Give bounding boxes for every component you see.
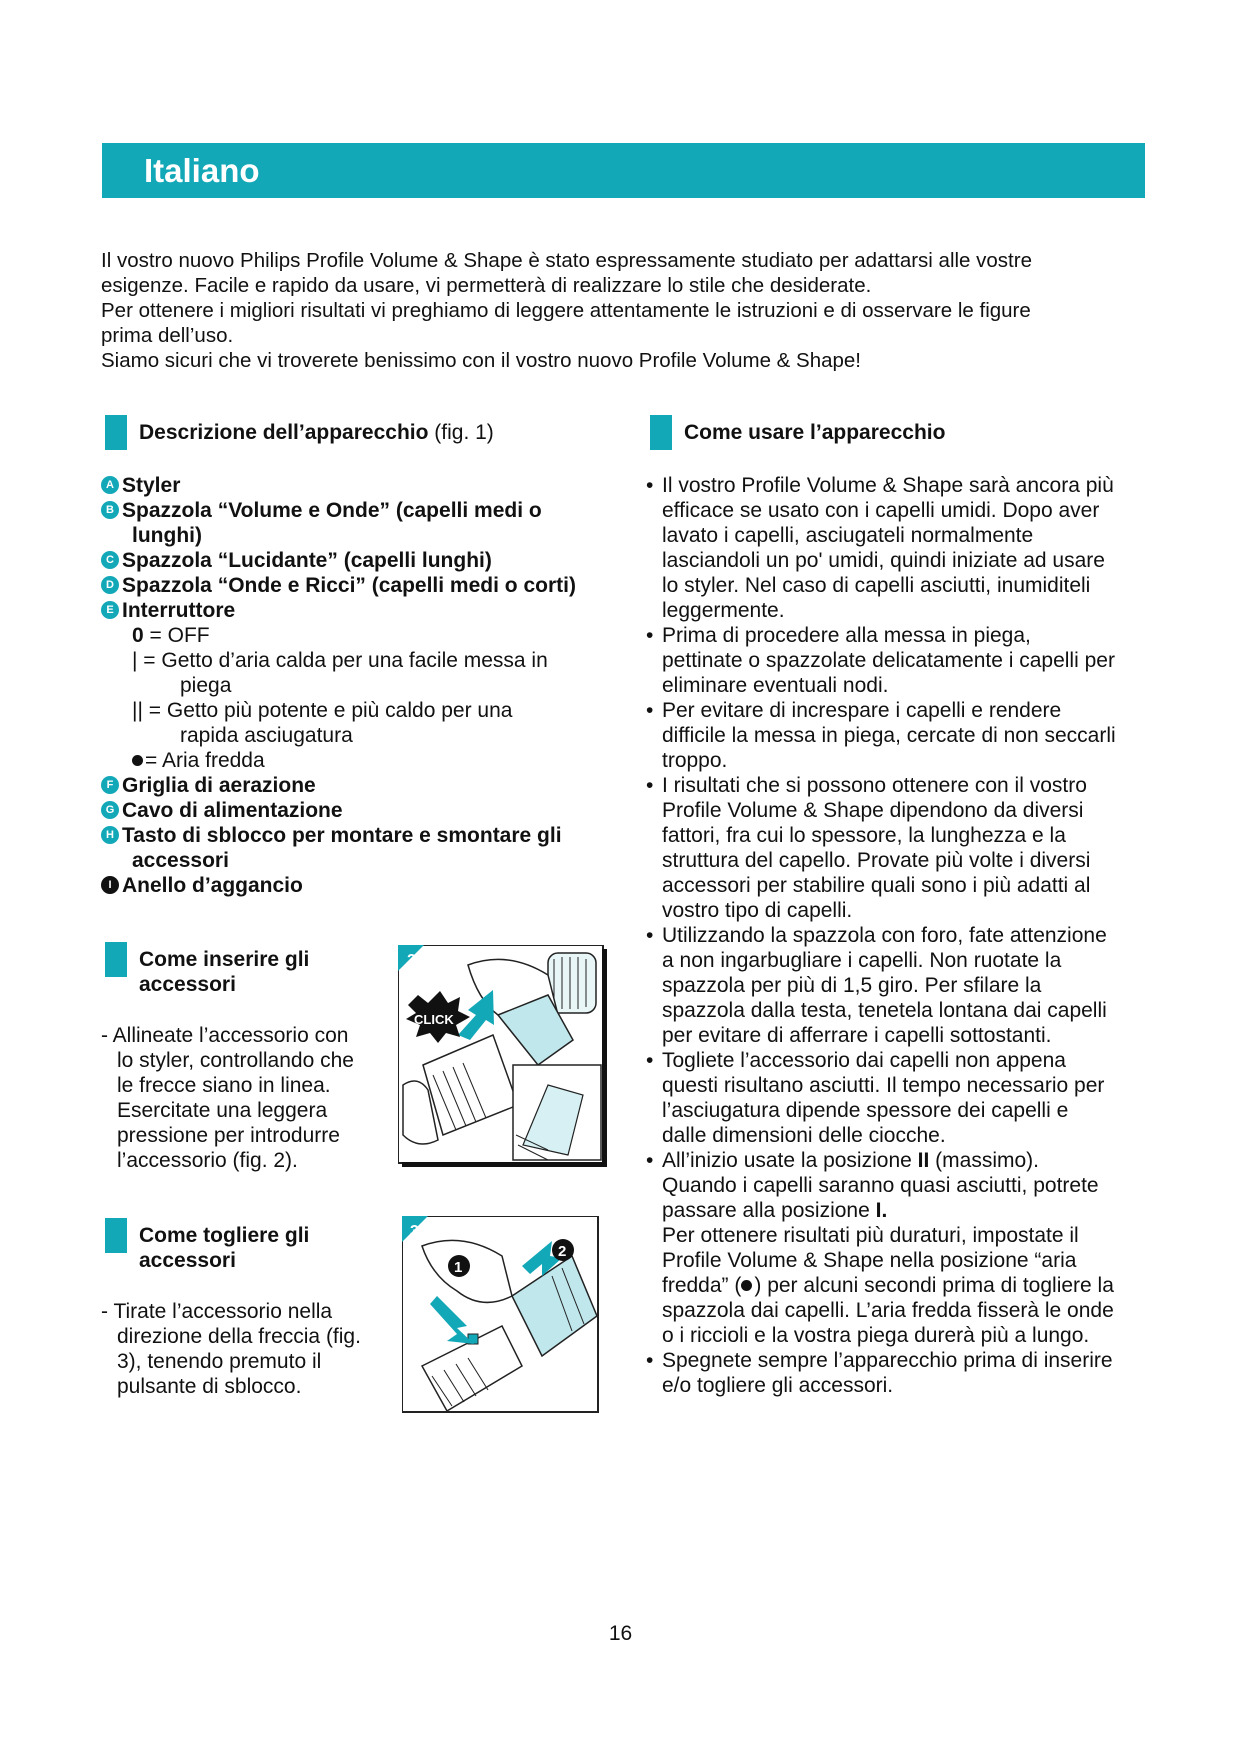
usage-line: a non ingarbugliare i capelli. Non ruotate la — [662, 949, 1062, 972]
setting-text: = Getto più potente e più caldo per una — [142, 699, 513, 722]
parts-item — [101, 573, 621, 598]
usage-line: lavato i capelli, asciugateli normalmente — [662, 524, 1034, 547]
insert-line: Esercitate una leggera — [117, 1099, 328, 1122]
cold-air-dot-icon — [741, 1280, 752, 1291]
remove-line: direzione della freccia (fig. — [117, 1325, 361, 1348]
usage-line: vostro tipo di capelli. — [662, 899, 853, 922]
parts-item — [101, 598, 621, 623]
section-marker — [105, 1218, 127, 1253]
usage-line: Profile Volume & Shape nella posizione “aria — [662, 1249, 1077, 1272]
usage-line: passare alla posizione — [662, 1199, 876, 1222]
part-label-cont: lunghi) — [132, 524, 202, 547]
insert-line: l’accessorio (fig. 2). — [117, 1149, 298, 1172]
figure-3-remove-accessory — [402, 1216, 602, 1416]
letter-f-badge: F — [101, 776, 119, 794]
letter-h-badge: H — [101, 826, 119, 844]
letter-a-badge: A — [101, 476, 119, 494]
usage-bold: II — [917, 1149, 930, 1172]
usage-bullet — [646, 698, 1146, 773]
section-marker — [105, 415, 127, 450]
description-title: Descrizione dell’apparecchio — [139, 421, 429, 444]
usage-line: dalle dimensioni delle ciocche. — [662, 1124, 946, 1147]
insert-heading — [105, 942, 309, 997]
usage-bullet — [646, 773, 1146, 923]
description-heading — [105, 415, 494, 450]
parts-item — [101, 873, 621, 898]
usage-bullet — [646, 1348, 1146, 1398]
usage-line: per evitare di afferrare i capelli sottostanti. — [662, 1024, 1052, 1047]
parts-item — [101, 773, 621, 798]
setting-text-cont: piega — [180, 674, 232, 697]
setting-key: || — [132, 699, 143, 722]
insert-line: pressione per introdurre — [117, 1124, 340, 1147]
usage-title: Come usare l’apparecchio — [684, 421, 946, 444]
usage-bullet — [646, 1048, 1146, 1148]
bullet-icon: • — [646, 624, 654, 647]
usage-line: Prima di procedere alla messa in piega, — [662, 624, 1031, 647]
figure-number: 2 — [407, 952, 416, 969]
cold-air-dot-icon — [132, 755, 143, 766]
language-banner — [102, 143, 1145, 198]
intro-line: Il vostro nuovo Philips Profile Volume & Shape è stato espressamente studiato per adattarsi alle vostre — [101, 249, 1032, 272]
insert-instructions — [101, 1023, 391, 1173]
usage-line: Il vostro Profile Volume & Shape sarà ancora più — [662, 474, 1114, 497]
usage-line: I risultati che si possono ottenere con il vostro — [662, 774, 1087, 797]
usage-line: efficace se usato con i capelli umidi. Dopo aver — [662, 499, 1100, 522]
intro-line: prima dell’uso. — [101, 324, 234, 347]
usage-line: spazzola dalla testa, tenetela lontana dai capelli — [662, 999, 1107, 1022]
bullet-icon: • — [646, 924, 654, 947]
usage-line: questi risultano asciutti. Il tempo necessario per — [662, 1074, 1105, 1097]
bullet-icon: • — [646, 774, 654, 797]
part-label: Tasto di sblocco per montare e smontare gli — [122, 824, 562, 847]
usage-line: . — [881, 1199, 888, 1222]
intro-line: Siamo sicuri che vi troverete benissimo con il vostro nuovo Profile Volume & Shape! — [101, 349, 862, 372]
usage-line: Utilizzando la spazzola con foro, fate attenzione — [662, 924, 1107, 947]
part-label: Cavo di alimentazione — [122, 799, 343, 822]
usage-line: l’asciugatura dipende spessore dei capelli e — [662, 1099, 1069, 1122]
usage-line: e/o togliere gli accessori. — [662, 1374, 894, 1397]
figure-2-insert-accessory — [398, 945, 608, 1167]
usage-bullet — [646, 923, 1146, 1048]
switch-setting — [101, 748, 621, 773]
usage-line: o i riccioli e la vostra piega durerà più a lungo. — [662, 1324, 1090, 1347]
usage-line: spazzola dai capelli. L’aria fredda fisserà le onde — [662, 1299, 1114, 1322]
setting-text-cont: rapida asciugatura — [180, 724, 353, 747]
usage-line: fredda” ( — [662, 1274, 742, 1297]
usage-line: Profile Volume & Shape dipendono da diversi — [662, 799, 1084, 822]
part-label: Griglia di aerazione — [122, 774, 316, 797]
page-number: 16 — [608, 1622, 633, 1645]
usage-line: lo styler. Nel caso di capelli asciutti, inumiditeli — [662, 574, 1091, 597]
remove-title-line: accessori — [139, 1249, 236, 1272]
parts-item — [101, 498, 621, 548]
usage-bullet — [646, 473, 1146, 623]
insert-line: le frecce siano in linea. — [117, 1074, 331, 1097]
part-label: Anello d’aggancio — [122, 874, 303, 897]
usage-line: accessori per stabilire quali sono i più adatti al — [662, 874, 1091, 897]
description-fig-ref: (fig. 1) — [434, 421, 494, 444]
remove-instructions — [101, 1299, 391, 1399]
letter-c-badge: C — [101, 551, 119, 569]
usage-heading — [650, 415, 945, 450]
usage-line: spazzola per più di 1,5 giro. Per sfilare la — [662, 974, 1042, 997]
insert-line: - Allineate l’accessorio con — [101, 1024, 349, 1047]
parts-item — [101, 473, 621, 498]
usage-line: fattori, fra cui lo spessore, la lunghezza e la — [662, 824, 1066, 847]
setting-text: = Getto d’aria calda per una facile messa in — [137, 649, 548, 672]
intro-paragraph — [101, 248, 1151, 373]
part-label: Spazzola “Lucidante” (capelli lunghi) — [122, 549, 492, 572]
setting-text: = OFF — [143, 624, 210, 647]
insert-title-line: Come inserire gli — [139, 948, 310, 971]
usage-line: troppo. — [662, 749, 728, 772]
usage-line: pettinate o spazzolate delicatamente i capelli per — [662, 649, 1115, 672]
setting-key: | — [132, 649, 138, 672]
letter-d-badge: D — [101, 576, 119, 594]
remove-title-line: Come togliere gli — [139, 1224, 310, 1247]
usage-line: lasciandoli un po' umidi, quindi iniziate ad usare — [662, 549, 1105, 572]
switch-setting — [101, 698, 621, 748]
usage-line: Quando i capelli saranno quasi asciutti, potrete — [662, 1174, 1099, 1197]
section-marker — [105, 942, 127, 977]
parts-item — [101, 823, 621, 873]
part-label: Interruttore — [122, 599, 236, 622]
usage-line: ) per alcuni secondi prima di togliere la — [754, 1274, 1114, 1297]
remove-line: - Tirate l’accessorio nella — [101, 1300, 333, 1323]
insert-title-line: accessori — [139, 973, 236, 996]
letter-e-badge: E — [101, 601, 119, 619]
figure-number: 3 — [410, 1223, 419, 1240]
usage-bold: I — [875, 1199, 882, 1222]
usage-list — [646, 473, 1146, 1398]
letter-b-badge: B — [101, 501, 119, 519]
usage-line: struttura del capello. Provate più volte i diversi — [662, 849, 1091, 872]
part-label-cont: accessori — [132, 849, 229, 872]
usage-line: Spegnete sempre l’apparecchio prima di inserire — [662, 1349, 1113, 1372]
usage-bullet — [646, 623, 1146, 698]
setting-key: 0 — [132, 624, 144, 647]
usage-line: Per ottenere risultati più duraturi, impostate il — [662, 1224, 1079, 1247]
usage-bullet — [646, 1148, 1146, 1348]
setting-text: = Aria fredda — [145, 749, 265, 772]
step-2-label: 2 — [558, 1243, 567, 1260]
usage-line: Per evitare di increspare i capelli e rendere — [662, 699, 1062, 722]
letter-g-badge: G — [101, 801, 119, 819]
section-marker — [650, 415, 672, 450]
bullet-icon: • — [646, 1049, 654, 1072]
intro-line: esigenze. Facile e rapido da usare, vi permetterà di realizzare lo stile che desiderate. — [101, 274, 872, 297]
usage-line: difficile la messa in piega, cercate di non seccarli — [662, 724, 1116, 747]
bullet-icon: • — [646, 699, 654, 722]
usage-line: leggermente. — [662, 599, 785, 622]
letter-i-badge: I — [101, 876, 119, 894]
usage-line: eliminare eventuali nodi. — [662, 674, 889, 697]
usage-line: Togliete l’accessorio dai capelli non appena — [662, 1049, 1066, 1072]
bullet-icon: • — [646, 474, 654, 497]
usage-line: (massimo). — [929, 1149, 1039, 1172]
language-title: Italiano — [144, 152, 260, 189]
switch-setting — [101, 623, 621, 648]
remove-heading — [105, 1218, 309, 1273]
step-1-label: 1 — [454, 1259, 463, 1276]
switch-setting — [101, 648, 621, 698]
parts-list — [101, 473, 621, 898]
figure-shadow — [402, 1162, 607, 1167]
remove-line: pulsante di sblocco. — [117, 1375, 302, 1398]
remove-line: 3), tenendo premuto il — [117, 1350, 322, 1373]
figure-shadow — [602, 949, 607, 1167]
parts-item — [101, 798, 621, 823]
usage-line: All’inizio usate la posizione — [662, 1149, 918, 1172]
insert-line: lo styler, controllando che — [117, 1049, 354, 1072]
part-label: Spazzola “Volume e Onde” (capelli medi o — [122, 499, 542, 522]
bullet-icon: • — [646, 1349, 654, 1372]
click-label: CLICK — [414, 1012, 454, 1027]
parts-item — [101, 548, 621, 573]
part-label: Spazzola “Onde e Ricci” (capelli medi o corti) — [122, 574, 576, 597]
part-label: Styler — [122, 474, 181, 497]
intro-line: Per ottenere i migliori risultati vi preghiamo di leggere attentamente le istruzioni e di osservare le figure — [101, 299, 1031, 322]
bullet-icon: • — [646, 1149, 654, 1172]
